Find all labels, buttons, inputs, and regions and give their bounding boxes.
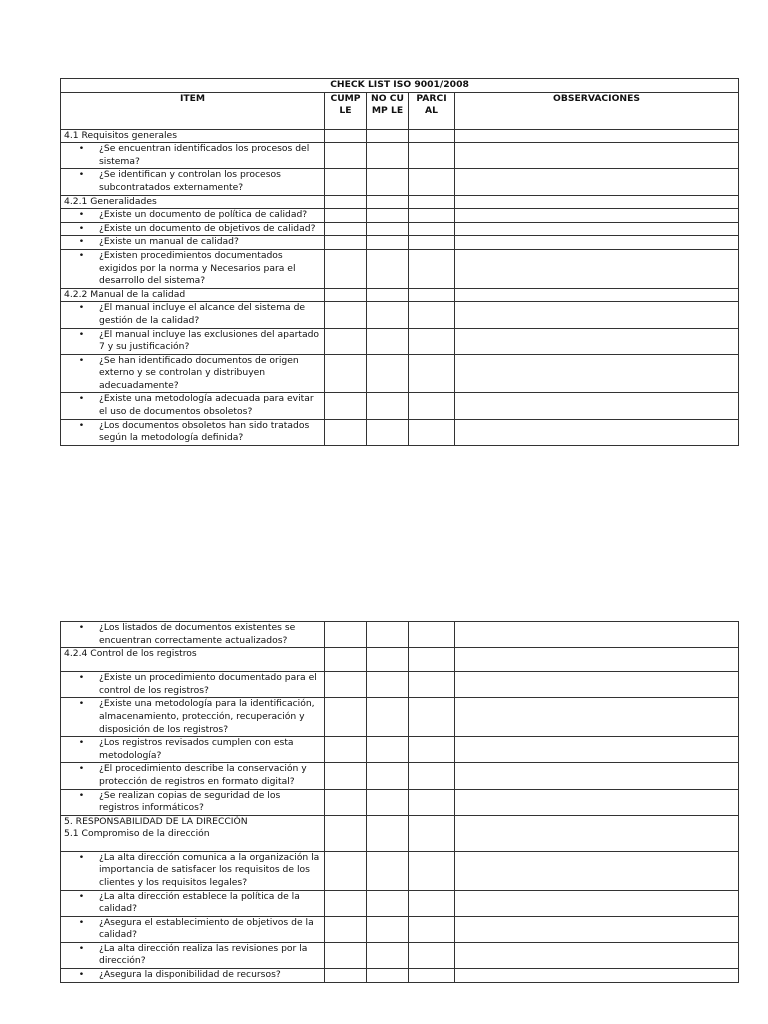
no-cumple-cell[interactable] <box>367 890 409 916</box>
bullet-icon: • <box>78 236 85 248</box>
no-cumple-cell[interactable] <box>367 129 409 143</box>
parcial-cell[interactable] <box>409 143 455 169</box>
section-title: 4.2.4 Control de los registros <box>64 648 197 660</box>
checklist-title: CHECK LIST ISO 9001/2008 <box>61 79 739 93</box>
item-text: ¿Los listados de documentos existentes se encuentran correctamente actualizados? <box>99 622 296 646</box>
section-row <box>61 288 739 302</box>
checklist-row <box>61 249 739 288</box>
checklist-row <box>61 222 739 236</box>
observaciones-cell[interactable] <box>455 419 739 445</box>
cumple-cell[interactable] <box>325 916 367 942</box>
no-cumple-cell[interactable] <box>367 763 409 789</box>
item-text: ¿El manual incluye las exclusiones del apartado 7 y su justificación? <box>99 328 320 353</box>
cumple-cell[interactable] <box>325 222 367 236</box>
item-cell <box>61 393 325 419</box>
header-observaciones: OBSERVACIONES <box>455 92 739 129</box>
checklist-row <box>61 236 739 250</box>
no-cumple-cell[interactable] <box>367 969 409 983</box>
observaciones-cell[interactable] <box>455 393 739 419</box>
cumple-cell[interactable] <box>325 288 367 302</box>
no-cumple-cell[interactable] <box>367 622 409 648</box>
no-cumple-cell[interactable] <box>367 143 409 169</box>
observaciones-cell[interactable] <box>455 698 739 737</box>
parcial-cell[interactable] <box>409 419 455 445</box>
no-cumple-cell[interactable] <box>367 249 409 288</box>
bullet-icon: • <box>78 328 85 340</box>
bullet-icon: • <box>78 763 85 775</box>
item-text: ¿Los documentos obsoletos han sido tratados según la metodología definida? <box>99 419 310 444</box>
item-text: ¿Los registros revisados cumplen con esta metodología? <box>99 737 294 761</box>
parcial-cell[interactable] <box>409 169 455 195</box>
checklist-row <box>61 354 739 393</box>
observaciones-cell[interactable] <box>455 763 739 789</box>
item-cell <box>61 737 325 763</box>
bullet-icon: • <box>78 169 85 181</box>
section-row <box>61 648 739 672</box>
item-text: ¿Se han identificado documentos de origen externo y se controlan y distribuyen adecuadamente? <box>99 354 299 391</box>
cumple-cell[interactable] <box>325 302 367 328</box>
observaciones-cell[interactable] <box>455 789 739 815</box>
parcial-cell[interactable] <box>409 195 455 209</box>
no-cumple-cell[interactable] <box>367 737 409 763</box>
cumple-cell[interactable] <box>325 129 367 143</box>
header-parcial: PARCI AL <box>409 92 455 129</box>
bullet-icon: • <box>78 419 85 431</box>
item-cell <box>61 249 325 288</box>
section-row <box>61 195 739 209</box>
item-cell <box>61 916 325 942</box>
no-cumple-cell[interactable] <box>367 302 409 328</box>
bullet-icon: • <box>78 354 85 366</box>
no-cumple-cell[interactable] <box>367 672 409 698</box>
no-cumple-cell[interactable] <box>367 815 409 851</box>
observaciones-cell[interactable] <box>455 249 739 288</box>
bullet-icon: • <box>78 916 85 928</box>
observaciones-cell[interactable] <box>455 916 739 942</box>
observaciones-cell[interactable] <box>455 622 739 648</box>
checklist-row <box>61 789 739 815</box>
bullet-icon: • <box>78 969 85 981</box>
item-text: ¿Se realizan copias de seguridad de los registros informáticos? <box>99 789 281 814</box>
item-cell <box>61 419 325 445</box>
parcial-cell[interactable] <box>409 209 455 223</box>
item-text: ¿Existen procedimientos documentados exigidos por la norma y Necesarios para el desarrollo del sistema? <box>99 249 296 287</box>
section-title: 4.1 Requisitos generales <box>64 129 177 141</box>
parcial-cell[interactable] <box>409 354 455 393</box>
observaciones-cell[interactable] <box>455 169 739 195</box>
checklist-row <box>61 969 739 983</box>
bullet-icon: • <box>78 222 85 234</box>
observaciones-cell[interactable] <box>455 942 739 968</box>
bullet-icon: • <box>78 249 85 261</box>
no-cumple-cell[interactable] <box>367 916 409 942</box>
item-cell <box>61 302 325 328</box>
cumple-cell[interactable] <box>325 195 367 209</box>
cumple-cell[interactable] <box>325 393 367 419</box>
item-cell <box>61 222 325 236</box>
checklist-body-1 <box>61 129 739 445</box>
section-row <box>61 129 739 143</box>
item-cell <box>61 328 325 354</box>
parcial-cell[interactable] <box>409 737 455 763</box>
item-cell <box>61 698 325 737</box>
cumple-cell[interactable] <box>325 672 367 698</box>
item-cell <box>61 815 325 851</box>
bullet-icon: • <box>78 789 85 801</box>
checklist-row <box>61 851 739 890</box>
item-cell <box>61 236 325 250</box>
no-cumple-cell[interactable] <box>367 328 409 354</box>
cumple-cell[interactable] <box>325 942 367 968</box>
observaciones-cell[interactable] <box>455 672 739 698</box>
parcial-cell[interactable] <box>409 698 455 737</box>
observaciones-cell[interactable] <box>455 143 739 169</box>
header-item: ITEM <box>61 92 325 129</box>
subsection-title: 5.1 Compromiso de la dirección <box>64 828 210 840</box>
bullet-icon: • <box>78 851 85 863</box>
checklist-row <box>61 393 739 419</box>
no-cumple-cell[interactable] <box>367 354 409 393</box>
item-text: ¿Se identifican y controlan los procesos subcontratados externamente? <box>99 169 281 193</box>
cumple-cell[interactable] <box>325 169 367 195</box>
item-text: ¿Se encuentran identificados los procesos del sistema? <box>99 143 310 167</box>
bullet-icon: • <box>78 890 85 902</box>
item-cell <box>61 169 325 195</box>
header-cumple: CUMP LE <box>325 92 367 129</box>
parcial-cell[interactable] <box>409 648 455 672</box>
item-cell <box>61 942 325 968</box>
observaciones-cell[interactable] <box>455 969 739 983</box>
bullet-icon: • <box>78 143 85 155</box>
checklist-table-2 <box>60 621 739 983</box>
checklist-row <box>61 890 739 916</box>
parcial-cell[interactable] <box>409 129 455 143</box>
cumple-cell[interactable] <box>325 698 367 737</box>
item-cell <box>61 789 325 815</box>
item-cell <box>61 622 325 648</box>
item-cell <box>61 195 325 209</box>
cumple-cell[interactable] <box>325 622 367 648</box>
no-cumple-cell[interactable] <box>367 209 409 223</box>
cumple-cell[interactable] <box>325 354 367 393</box>
no-cumple-cell[interactable] <box>367 393 409 419</box>
parcial-cell[interactable] <box>409 942 455 968</box>
item-cell <box>61 851 325 890</box>
checklist-row <box>61 763 739 789</box>
cumple-cell[interactable] <box>325 789 367 815</box>
no-cumple-cell[interactable] <box>367 288 409 302</box>
item-text: ¿Existe una metodología para la identificación, almacenamiento, protección, recuperación y disposición de los registros? <box>99 698 315 735</box>
cumple-cell[interactable] <box>325 763 367 789</box>
parcial-cell[interactable] <box>409 815 455 851</box>
no-cumple-cell[interactable] <box>367 222 409 236</box>
bullet-icon: • <box>78 302 85 314</box>
no-cumple-cell[interactable] <box>367 195 409 209</box>
checklist-row <box>61 622 739 648</box>
checklist-table-1 <box>60 78 739 446</box>
cumple-cell[interactable] <box>325 815 367 851</box>
bullet-icon: • <box>78 209 85 221</box>
observaciones-cell[interactable] <box>455 236 739 250</box>
item-text: ¿La alta dirección establece la política de la calidad? <box>99 890 300 915</box>
checklist-row <box>61 916 739 942</box>
parcial-cell[interactable] <box>409 851 455 890</box>
cumple-cell[interactable] <box>325 143 367 169</box>
item-text: ¿Asegura la disponibilidad de recursos? <box>99 969 281 981</box>
cumple-cell[interactable] <box>325 328 367 354</box>
cumple-cell[interactable] <box>325 969 367 983</box>
cumple-cell[interactable] <box>325 851 367 890</box>
bullet-icon: • <box>78 672 85 684</box>
observaciones-cell[interactable] <box>455 890 739 916</box>
item-cell <box>61 672 325 698</box>
item-text: ¿La alta dirección realiza las revisiones por la dirección? <box>99 942 308 967</box>
item-cell <box>61 648 325 672</box>
observaciones-cell[interactable] <box>455 328 739 354</box>
checklist-row <box>61 672 739 698</box>
cumple-cell[interactable] <box>325 890 367 916</box>
checklist-row <box>61 169 739 195</box>
checklist-row <box>61 737 739 763</box>
bullet-icon: • <box>78 393 85 405</box>
cumple-cell[interactable] <box>325 249 367 288</box>
no-cumple-cell[interactable] <box>367 789 409 815</box>
header-no-cumple: NO CUMP LE <box>367 92 409 129</box>
item-cell <box>61 209 325 223</box>
item-text: ¿El manual incluye el alcance del sistema de gestión de la calidad? <box>99 302 306 326</box>
checklist-row <box>61 328 739 354</box>
no-cumple-cell[interactable] <box>367 419 409 445</box>
item-cell <box>61 354 325 393</box>
observaciones-cell[interactable] <box>455 648 739 672</box>
header-row <box>61 92 739 129</box>
observaciones-cell[interactable] <box>455 129 739 143</box>
item-text: ¿Asegura el establecimiento de objetivos de la calidad? <box>99 916 314 941</box>
item-text: ¿Existe una metodología adecuada para evitar el uso de documentos obsoletos? <box>99 393 314 418</box>
parcial-cell[interactable] <box>409 622 455 648</box>
parcial-cell[interactable] <box>409 789 455 815</box>
bullet-icon: • <box>78 622 85 633</box>
checklist-row <box>61 419 739 445</box>
parcial-cell[interactable] <box>409 890 455 916</box>
item-cell <box>61 890 325 916</box>
parcial-cell[interactable] <box>409 236 455 250</box>
parcial-cell[interactable] <box>409 763 455 789</box>
section-row <box>61 815 739 851</box>
no-cumple-cell[interactable] <box>367 169 409 195</box>
observaciones-cell[interactable] <box>455 851 739 890</box>
item-cell <box>61 129 325 143</box>
item-text: ¿Existe un documento de política de calidad? <box>99 209 308 221</box>
observaciones-cell[interactable] <box>455 815 739 851</box>
observaciones-cell[interactable] <box>455 222 739 236</box>
checklist-row <box>61 209 739 223</box>
cumple-cell[interactable] <box>325 737 367 763</box>
no-cumple-cell[interactable] <box>367 851 409 890</box>
parcial-cell[interactable] <box>409 916 455 942</box>
item-cell <box>61 143 325 169</box>
observaciones-cell[interactable] <box>455 288 739 302</box>
parcial-cell[interactable] <box>409 249 455 288</box>
section-title: 4.2.2 Manual de la calidad <box>64 288 186 300</box>
item-cell <box>61 288 325 302</box>
checklist-body-2 <box>61 622 739 983</box>
bullet-icon: • <box>78 737 85 749</box>
checklist-row <box>61 302 739 328</box>
no-cumple-cell[interactable] <box>367 698 409 737</box>
observaciones-cell[interactable] <box>455 302 739 328</box>
cumple-cell[interactable] <box>325 236 367 250</box>
no-cumple-cell[interactable] <box>367 648 409 672</box>
bullet-icon: • <box>78 942 85 954</box>
parcial-cell[interactable] <box>409 672 455 698</box>
checklist-row <box>61 698 739 737</box>
no-cumple-cell[interactable] <box>367 236 409 250</box>
title-row <box>61 79 739 93</box>
cumple-cell[interactable] <box>325 209 367 223</box>
observaciones-cell[interactable] <box>455 195 739 209</box>
checklist-row <box>61 143 739 169</box>
parcial-cell[interactable] <box>409 288 455 302</box>
parcial-cell[interactable] <box>409 969 455 983</box>
item-text: ¿El procedimiento describe la conservación y protección de registros en formato digital? <box>99 763 307 787</box>
parcial-cell[interactable] <box>409 302 455 328</box>
parcial-cell[interactable] <box>409 393 455 419</box>
observaciones-cell[interactable] <box>455 737 739 763</box>
bullet-icon: • <box>78 698 85 710</box>
item-text: ¿La alta dirección comunica a la organización la importancia de satisfacer los requisitos de los clientes y los requisitos legales? <box>99 851 320 888</box>
parcial-cell[interactable] <box>409 328 455 354</box>
checklist-row <box>61 942 739 968</box>
item-cell <box>61 969 325 983</box>
observaciones-cell[interactable] <box>455 209 739 223</box>
item-cell <box>61 763 325 789</box>
no-cumple-cell[interactable] <box>367 942 409 968</box>
observaciones-cell[interactable] <box>455 354 739 393</box>
parcial-cell[interactable] <box>409 222 455 236</box>
section-title: 4.2.1 Generalidades <box>64 195 157 207</box>
item-text: ¿Existe un documento de objetivos de calidad? <box>99 222 316 234</box>
cumple-cell[interactable] <box>325 419 367 445</box>
cumple-cell[interactable] <box>325 648 367 672</box>
section-title: 5. RESPONSABILIDAD DE LA DIRECCIÓN <box>64 815 248 827</box>
item-text: ¿Existe un procedimiento documentado para el control de los registros? <box>99 672 317 696</box>
item-text: ¿Existe un manual de calidad? <box>99 236 239 248</box>
